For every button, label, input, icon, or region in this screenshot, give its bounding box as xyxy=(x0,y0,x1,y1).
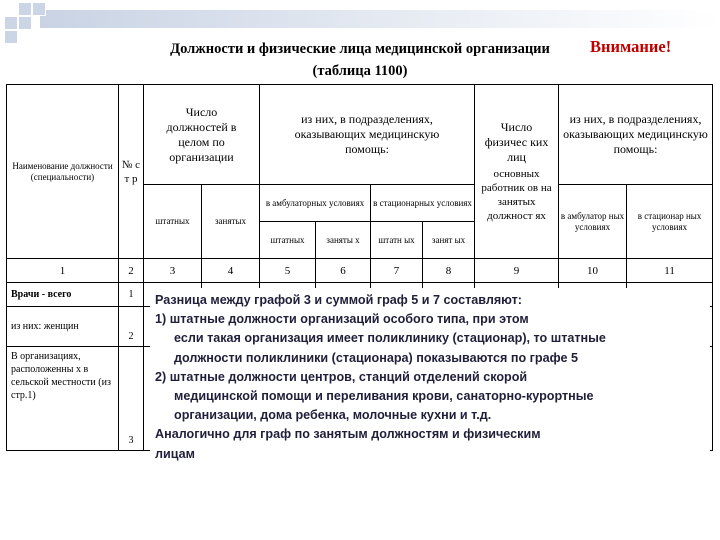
row-name: Врачи - всего xyxy=(7,283,119,307)
note-line: организации, дома ребенка, молочные кухни и т.д. xyxy=(174,408,492,423)
header-persons-line2: основных работник ов на занятых должност ях xyxy=(481,168,552,222)
decorative-square xyxy=(32,2,46,16)
header-amb-occupied: заняты х xyxy=(316,222,371,259)
header-posts-staff: штатных xyxy=(144,185,202,259)
header-outpatient-units: из них, в подразделениях, оказывающих медицинскую помощь: xyxy=(260,85,475,185)
column-number: 4 xyxy=(202,259,260,283)
header-row-number: № с т р xyxy=(119,85,144,259)
column-number: 6 xyxy=(316,259,371,283)
header-persons-ambulatory: в амбулатор ных условиях xyxy=(559,185,627,259)
decorative-square xyxy=(18,2,32,16)
column-number: 1 xyxy=(7,259,119,283)
header-persons-units: из них, в подразделениях, оказывающих медицинскую помощь: xyxy=(559,85,713,185)
column-number: 3 xyxy=(144,259,202,283)
header-inpatient: в стационарных условиях xyxy=(371,185,475,222)
column-number: 10 xyxy=(559,259,627,283)
header-inp-occupied: занят ых xyxy=(423,222,475,259)
column-number: 9 xyxy=(475,259,559,283)
column-number: 2 xyxy=(119,259,144,283)
note-line: 2) штатные должности центров, станций отделений скорой xyxy=(155,369,528,384)
decorative-header-bar xyxy=(40,10,720,28)
header-posts-total: Число должностей в целом по организации xyxy=(144,85,260,185)
note-line: если такая организация имеет поликлинику (стационар), то штатные xyxy=(174,331,606,346)
column-number: 11 xyxy=(627,259,713,283)
header-name: Наименование должности (специальности) xyxy=(7,85,119,259)
row-number: 3 xyxy=(119,347,144,451)
attention-label: Внимание! xyxy=(590,37,672,56)
decorative-square xyxy=(18,16,32,30)
header-persons-line1: Число физичес ких лиц xyxy=(484,120,549,164)
column-number: 8 xyxy=(423,259,475,283)
note-line: Аналогично для граф по занятым должностям и физическим xyxy=(155,427,541,442)
note-line: 1) штатные должности организаций особого типа, при этом xyxy=(155,312,529,327)
note-line: Разница между графой 3 и суммой граф 5 и 7 составляют: xyxy=(155,293,522,307)
note-line: должности поликлиники (стационара) показываются по графе 5 xyxy=(174,350,578,365)
slide-title xyxy=(60,38,660,82)
column-number: 5 xyxy=(260,259,316,283)
header-inp-staff: штатн ых xyxy=(371,222,423,259)
title-line-1: Должности и физические лица медицинской организации xyxy=(170,41,550,57)
column-number: 7 xyxy=(371,259,423,283)
row-number: 1 xyxy=(119,283,144,307)
row-name: из них: женщин xyxy=(7,307,119,347)
note-line: лицам xyxy=(155,446,195,461)
title-line-2: (таблица 1100) xyxy=(312,63,408,79)
row-name: В организациях, расположенны х в сельской местности (из стр.1) xyxy=(7,347,119,451)
row-number: 2 xyxy=(119,307,144,347)
header-amb-staff: штатных xyxy=(260,222,316,259)
header-persons xyxy=(475,85,559,259)
header-posts-occupied: занятых xyxy=(202,185,260,259)
header-persons-inpatient: в стационар ных условиях xyxy=(627,185,713,259)
note-callout xyxy=(150,288,710,462)
note-line: медицинской помощи и переливания крови, санаторно-курортные xyxy=(174,389,594,404)
header-ambulatory: в амбулаторных условиях xyxy=(260,185,371,222)
decorative-square xyxy=(4,16,18,30)
decorative-square xyxy=(4,30,18,44)
